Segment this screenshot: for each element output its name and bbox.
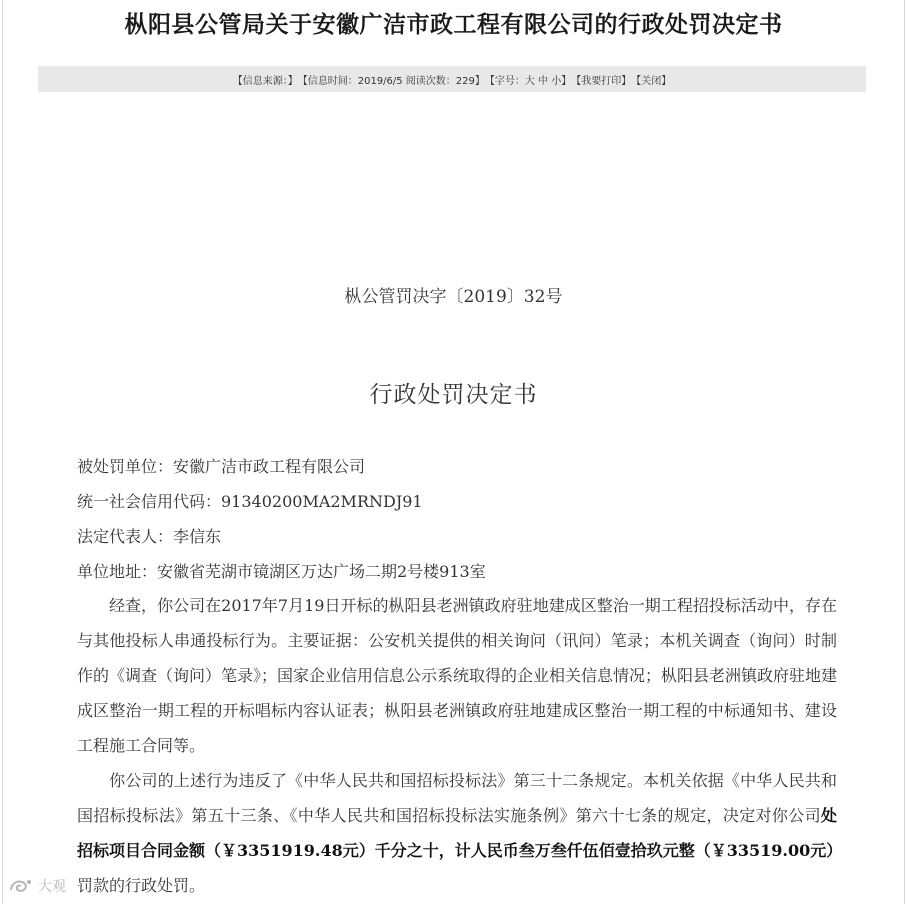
info-bar (38, 66, 866, 92)
close-link[interactable]: 【关闭】 (631, 75, 672, 87)
info-source: 【信息来源：】 (232, 75, 298, 87)
penalized-unit: 被处罚单位：安徽广洁市政工程有限公司 (77, 457, 366, 476)
paragraph-decision-end: 罚款的行政处罚。 (77, 876, 206, 895)
font-small-link[interactable]: 小】 (551, 75, 572, 87)
page-border-left (2, 0, 3, 904)
font-size-label: 【字号： (484, 75, 525, 87)
penalty-amount: 处招标项目合同金额（￥3351919.48元）千分之十，计人民币叁万叁仟伍佰壹拾玖元整（￥33519.00元） (77, 806, 843, 860)
paragraph-findings (77, 588, 837, 763)
paragraph-findings-text: 经查，你公司在2017年7月19日开标的枞阳县老洲镇政府驻地建成区整治一期工程招投标活动中，存在与其他投标人串通投标行为。主要证据：公安机关提供的相关询问（讯问）笔录；本机关调查（询问）时制作的《调查（询问）笔录》；国家企业信用信息公示系统取得的企业相关信息情况；枞阳县老洲镇政府驻地建成区整治一期工程的开标唱标内容认证表；枞阳县老洲镇政府驻地建成区整治一期工程的中标通知书、建设工程施工合同等。 (77, 596, 838, 755)
document-number: 枞公管罚决字〔2019〕32号 (344, 287, 563, 307)
page-border-right (904, 0, 905, 904)
font-large-link[interactable]: 大 (524, 75, 535, 87)
paragraph-decision (77, 763, 843, 903)
info-time: 【信息时间：2019/6/5 阅读次数：229】 (297, 75, 485, 87)
logo-icon (8, 876, 34, 896)
print-link[interactable]: 【我要打印】 (571, 75, 632, 87)
font-medium-link[interactable]: 中 (538, 75, 549, 87)
legal-representative: 法定代表人：李信东 (77, 527, 222, 546)
unit-address: 单位地址：安徽省芜湖市镜湖区万达广场二期2号楼913室 (77, 562, 486, 581)
document-title: 行政处罚决定书 (369, 382, 538, 408)
watermark-text: 大观 (38, 879, 66, 895)
credit-code: 统一社会信用代码：91340200MA2MRNDJ91 (77, 492, 423, 511)
watermark (8, 873, 66, 899)
page-title: 枞阳县公管局关于安徽广洁市政工程有限公司的行政处罚决定书 (124, 11, 783, 38)
paragraph-decision-text: 你公司的上述行为违反了《中华人民共和国招标投标法》第三十二条规定。本机关依据《中华人民共和国招标投标法》第五十三条、《中华人民共和国招标投标法实施条例》第六十七条的规定，决定对你公司 (77, 771, 837, 825)
